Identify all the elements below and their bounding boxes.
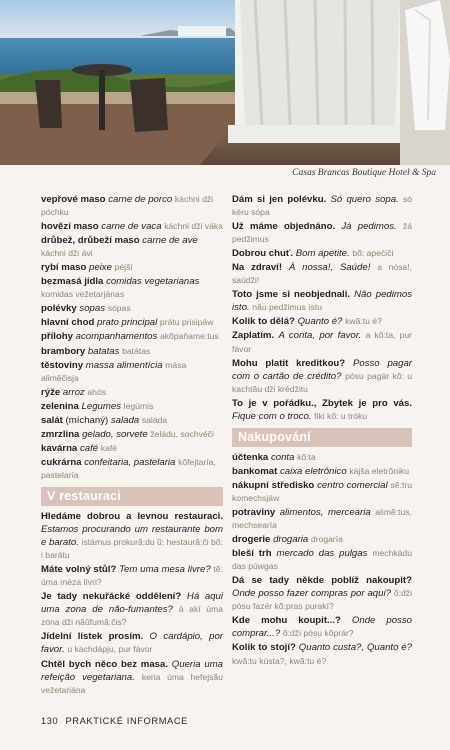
phrase-entry: [232, 397, 412, 423]
portuguese-term: Tem uma mesa livre?: [119, 564, 211, 576]
portuguese-term: drogaria: [273, 534, 309, 546]
pronunciation: akõpaňame:tus: [159, 331, 219, 342]
czech-term: kavárna: [41, 442, 78, 454]
portuguese-term: Legumes: [81, 400, 121, 412]
pronunciation: kwã:tu é?: [345, 316, 382, 327]
czech-term: polévky: [41, 303, 77, 315]
pronunciation: kafé: [100, 442, 118, 453]
phrase-entry: [232, 247, 412, 260]
czech-term: bezmasá jídla: [41, 276, 104, 288]
portuguese-term: mercado das pulgas: [276, 548, 368, 560]
portuguese-term: Quanto custa?, Quanto é?: [298, 642, 412, 654]
pronunciation: bõ: apečiči: [352, 248, 394, 259]
pronunciation: u kachdápju, pur fávor: [67, 644, 153, 655]
phrase-entry: [41, 658, 223, 697]
czech-term: účtenka: [232, 451, 269, 463]
right-column: [232, 193, 412, 669]
phrase-entry: [41, 261, 223, 274]
czech-term: Kolik to dělá?: [232, 316, 295, 328]
czech-term: přílohy: [41, 331, 73, 343]
phrase-entry: [41, 330, 223, 343]
czech-term: zelenina: [41, 400, 79, 412]
phrase-entry: [41, 275, 223, 301]
section-heading-shopping: Nakupování: [232, 428, 412, 447]
phrase-entry: [41, 234, 223, 260]
portuguese-term: sopas: [79, 303, 106, 315]
pronunciation: péjši: [114, 262, 133, 273]
page-footer: [41, 716, 188, 726]
portuguese-term: conta: [270, 451, 295, 463]
phrase-entry: [232, 329, 412, 355]
page-number: 130: [41, 716, 59, 726]
phrase-entry: [41, 316, 223, 329]
pronunciation: želádu, sochvéči: [150, 428, 214, 439]
czech-term: Dobrou chuť.: [232, 248, 294, 260]
portuguese-term: café: [79, 442, 99, 454]
czech-term: vepřové maso: [41, 194, 106, 205]
hotel-photo-illustration: [0, 0, 450, 165]
portuguese-term: prato principal: [96, 317, 158, 329]
czech-term: hovězí maso: [41, 221, 99, 233]
phrase-entry: [232, 315, 412, 328]
phrase-entry: [41, 400, 223, 413]
pronunciation: a nósa!, saúdži!: [232, 262, 412, 286]
portuguese-term: O cardápio, por favor.: [41, 631, 223, 656]
portuguese-term: batatas: [87, 345, 120, 357]
hotel-photo: [0, 0, 450, 165]
czech-term: bankomat: [232, 465, 278, 477]
pronunciation: sópas: [107, 303, 131, 314]
phrase-entry: [232, 357, 412, 396]
portuguese-term: A conta, por favor.: [278, 330, 362, 342]
pronunciation: tẽ: úma méza lívri?: [41, 564, 223, 588]
pronunciation: legúmis: [123, 400, 154, 411]
portuguese-term: À nossa!, Saúde!: [288, 262, 371, 274]
portuguese-term: Estamos procurando um restaurante bom e barato.: [41, 524, 223, 549]
phrase-entry: [232, 641, 412, 667]
pronunciation: kwã:tu kústa?, kwã:tu é?: [232, 655, 327, 666]
phrase-entry: [41, 428, 223, 441]
pronunciation: nău pedžimus ístu: [252, 302, 323, 313]
czech-term: Jídelní lístek prosím.: [41, 631, 144, 643]
phrase-entry: [232, 451, 412, 464]
phrase-entry: [41, 510, 223, 562]
pronunciation: káchni dži póchku: [41, 194, 214, 218]
portuguese-term: Quanto é?: [297, 316, 343, 328]
phrase-entry: [41, 220, 223, 233]
pronunciation: kõfejtaría, pastelaría: [41, 456, 216, 480]
czech-term: cukrárna: [41, 456, 82, 468]
pronunciation: káchni dži ávi: [41, 248, 93, 259]
portuguese-term: Onde posso comprar...?: [232, 615, 412, 640]
portuguese-term: caixa eletrônico: [280, 465, 347, 477]
czech-term: Hledáme dobrou a levnou restauraci.: [41, 510, 223, 522]
phrase-entry: [232, 506, 412, 532]
portuguese-term: carne de vaca: [101, 221, 162, 233]
portuguese-term: carne de porco: [108, 194, 173, 205]
phrase-entry: [232, 220, 412, 246]
czech-term: Mohu platit kreditkou?: [232, 357, 346, 369]
pronunciation: a kõ:ta, pur fávor: [232, 330, 412, 354]
pronunciation: mása aliměčisja: [41, 359, 187, 383]
czech-term: hlavní chod: [41, 317, 95, 329]
pronunciation: fiki kõ: u tróku: [314, 410, 368, 421]
portuguese-term: carne de ave: [142, 235, 198, 247]
czech-term: Chtěl bych něco bez masa.: [41, 658, 169, 670]
footer-title: PRAKTICKÉ INFORMACE: [65, 716, 188, 726]
phrase-entry: [232, 193, 412, 219]
czech-term: Už máme objednáno.: [232, 221, 336, 233]
pronunciation: só kéru sópa: [232, 194, 413, 218]
portuguese-term: Não pedimos isto.: [232, 289, 412, 314]
pronunciation: mechkádu das púwgas: [232, 548, 412, 572]
czech-term: Na zdraví!: [232, 262, 283, 274]
left-column: [41, 193, 223, 698]
vocab-list-food: [41, 193, 223, 482]
portuguese-term: gelado, sorvete: [82, 428, 148, 440]
phrase-entry: [232, 479, 412, 505]
phrase-entry: [232, 574, 412, 613]
czech-term: brambory: [41, 345, 86, 357]
pronunciation: drogaría: [310, 534, 343, 545]
czech-term: drůbež, drůbeží maso: [41, 235, 140, 247]
phrase-entry: [232, 465, 412, 478]
czech-term: potraviny: [232, 506, 276, 518]
pronunciation: žá pedžimus: [232, 221, 412, 245]
pronunciation: ahós: [87, 386, 107, 397]
phrase-entry: [41, 193, 223, 219]
portuguese-term: Queria uma refeição vegetariana.: [41, 658, 224, 683]
phrase-entry: [232, 547, 412, 573]
portuguese-term: Onde posso fazer compras por aqui?: [232, 588, 391, 600]
portuguese-term: Só quero sopa.: [330, 194, 399, 205]
portuguese-term: centro comercial: [317, 479, 388, 491]
portuguese-term: salada: [110, 414, 140, 426]
phrase-entry: [41, 386, 223, 399]
phrase-entry: [232, 261, 412, 287]
pronunciation: saláda: [141, 414, 168, 425]
portuguese-term: Fique com o troco.: [232, 410, 312, 422]
portuguese-term: confeitaria, pastelaria: [84, 456, 176, 468]
portuguese-term: peixe: [89, 262, 112, 274]
czech-term: Dá se tady někde poblíž nakoupit?: [232, 575, 412, 587]
czech-term: těstoviny: [41, 359, 84, 371]
czech-term: zmrzlina: [41, 428, 80, 440]
section-heading-restaurant: V restauraci: [41, 487, 223, 506]
phrase-entry: [41, 590, 223, 629]
czech-term: Kolik to stojí?: [232, 642, 296, 654]
portuguese-term: massa alimentícia: [85, 359, 163, 371]
czech-term: salát: [41, 414, 63, 426]
czech-term: Kde mohu koupit...?: [232, 615, 341, 627]
phrase-list-shopping: [232, 451, 412, 668]
czech-term: bleší trh: [232, 548, 272, 560]
phrase-entry: [41, 359, 223, 385]
czech-term: nákupní středisko: [232, 479, 315, 491]
portuguese-term: Já pedimos.: [341, 221, 397, 233]
phrase-entry: [232, 614, 412, 640]
czech-term: Je tady nekuřácké oddělení?: [41, 591, 182, 603]
phrase-entry: [41, 302, 223, 315]
czech-term: rybí maso: [41, 262, 87, 274]
photo-caption: Casas Brancas Boutique Hotel & Spa: [292, 168, 436, 178]
pronunciation: keria úma hefejsãu vežetariána: [41, 671, 223, 695]
czech-term: Toto jsme si neobjednali.: [232, 289, 351, 301]
phrase-entry: [232, 533, 412, 546]
pronunciation: sẽ:tru komechsjáw: [232, 479, 412, 503]
phrase-entry: [41, 442, 223, 455]
pronunciation: káchni dži váka: [164, 221, 223, 232]
czech-term: To je v pořádku., Zbytek je pro vás.: [232, 397, 412, 409]
phrase-entry: [41, 456, 223, 482]
czech-term: Máte volný stůl?: [41, 564, 117, 576]
portuguese-term: arroz: [62, 386, 85, 398]
czech-note: (míchaný): [62, 414, 111, 426]
czech-term: drogerie: [232, 534, 271, 546]
phrase-entry: [41, 414, 223, 427]
portuguese-term: Há aqui uma zona de não-fumantes?: [41, 591, 223, 616]
pronunciation: prátu prisipáw: [159, 317, 214, 328]
czech-term: Dám si jen polévku.: [232, 194, 327, 205]
portuguese-term: comidas vegetarianas: [106, 276, 200, 288]
phrase-entry: [41, 345, 223, 358]
pronunciation: á akí úma zóna dži nãŭfumã:čis?: [41, 604, 223, 628]
phrase-list-restaurant: [41, 510, 223, 697]
portuguese-term: acompanhamentos: [75, 331, 158, 343]
pronunciation: alimẽ:tus, mechsearía: [232, 506, 412, 531]
czech-term: Zaplatím.: [232, 330, 275, 342]
phrase-entry: [41, 630, 223, 656]
phrase-entry: [232, 288, 412, 314]
portuguese-term: Posso pagar com o cartão de crédito?: [232, 357, 412, 382]
pronunciation: batátas: [122, 345, 151, 356]
pronunciation: õ:dži pósu kõprár?: [282, 628, 354, 639]
pronunciation: komidas vežetarjánas: [41, 289, 125, 300]
pronunciation: kájša eletrõniku: [349, 465, 410, 476]
pronunciation: kõ:ta: [297, 451, 316, 462]
pronunciation: istámus prokurã:du ũ: hestaurã:či bõ: i barátu: [41, 537, 224, 561]
phrase-list-restaurant-cont: [232, 193, 412, 423]
pronunciation: õ:dži pósu fazér kõ:pras purakí?: [232, 588, 412, 612]
czech-term: rýže: [41, 386, 61, 398]
portuguese-term: Bom apetite.: [295, 248, 350, 260]
portuguese-term: alimentos, mercearia: [279, 506, 371, 518]
phrase-entry: [41, 563, 223, 589]
pronunciation: pósu pagár kõ: u kachtău dži krédžitu: [232, 370, 413, 394]
